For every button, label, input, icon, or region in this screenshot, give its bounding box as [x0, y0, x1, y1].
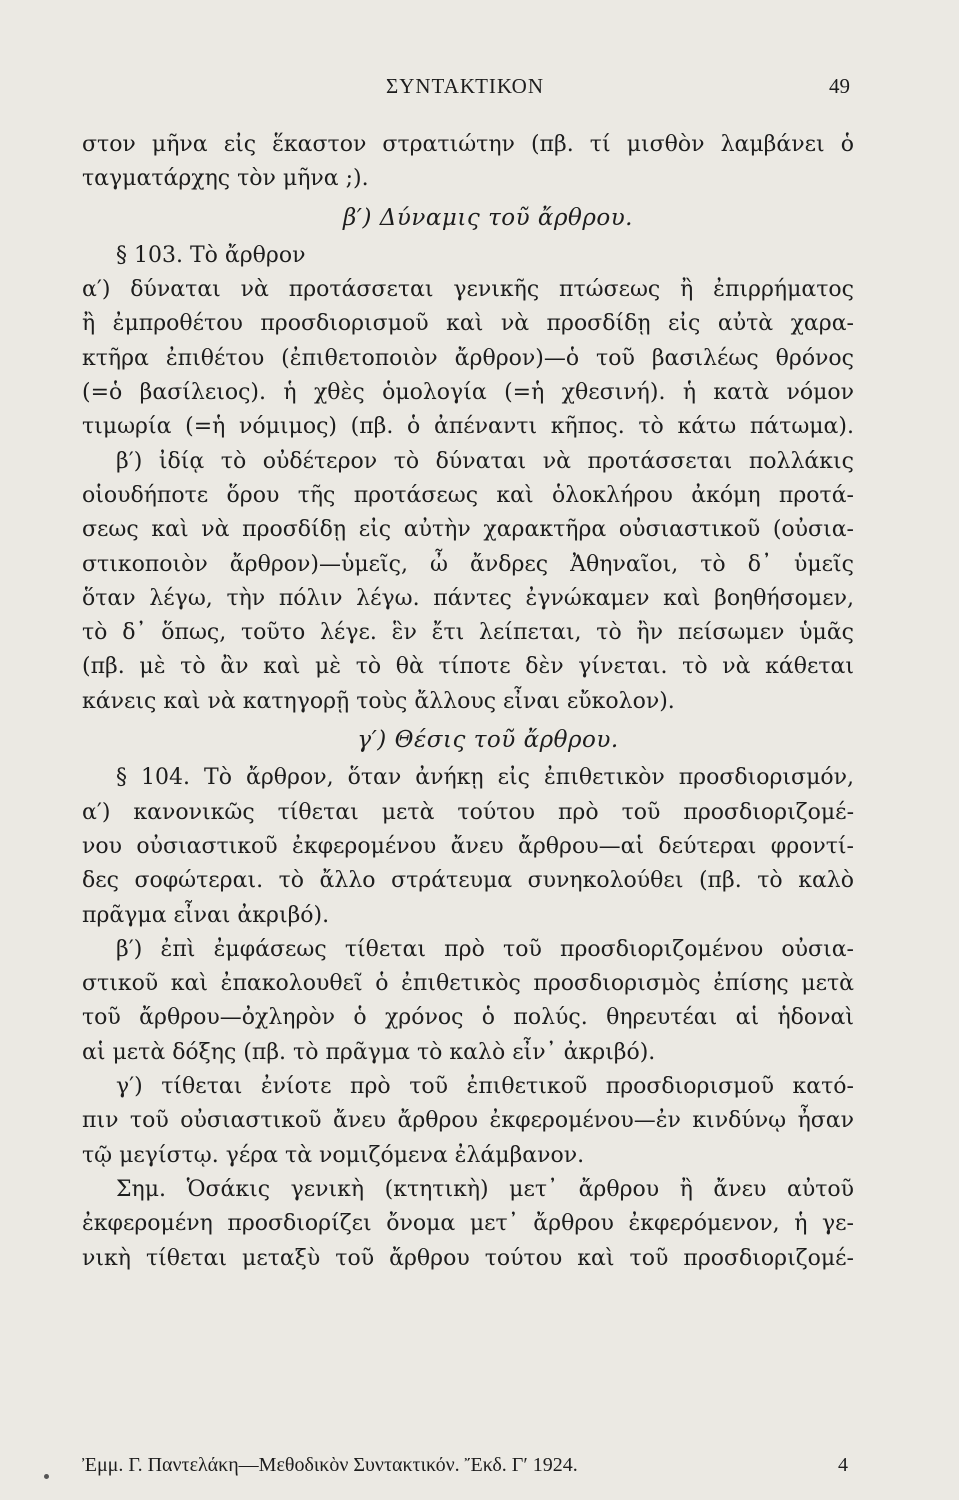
- text-line: τιμωρία (=ἡ νόμιμος) (πβ. ὁ ἀπέναντι κῆπος. τὸ κάτω πάτωμα).: [82, 414, 854, 440]
- text-line: β′) ἰδίᾳ τὸ οὐδέτερον τὸ δύναται νὰ προτάσσεται πολλάκις: [116, 448, 854, 474]
- text-line: αἱ μετὰ δόξης (πβ. τὸ πρᾶγμα τὸ καλὸ εἶν᾽ ἀκριβό).: [82, 1039, 656, 1065]
- note-line: ἐκφερομένη προσδιορίζει ὄνομα μετ᾽ ἄρθρου ἐκφερόμενον, ἡ γε-: [82, 1211, 854, 1237]
- section-number-104: § 104. Τὸ ἄρθρον, ὅταν ἀνήκῃ εἰς ἐπιθετικὸν προσδιορισμόν,: [116, 765, 854, 791]
- section-heading-dynamis: β′) Δύναμις τοῦ ἄρθρου.: [343, 204, 633, 231]
- text-line: νου οὐσιαστικοῦ ἐκφερομένου ἄνευ ἄρθρου—αἱ δεύτεραι φροντί-: [82, 833, 854, 859]
- section-number-103: § 103. Τὸ ἄρθρον: [116, 242, 306, 268]
- running-title: ΣΥΝΤΑΚΤΙΚΟΝ: [386, 74, 544, 98]
- text-line: κάνεις καὶ νὰ κατηγορῇ τοὺς ἄλλους εἶναι εὔκολον).: [82, 688, 675, 714]
- page-number: 49: [829, 74, 850, 98]
- text-line: τῷ μεγίστῳ. γέρα τὰ νομιζόμενα ἐλάμβανον.: [82, 1142, 585, 1168]
- text-line: στικοῦ καὶ ἐπακολουθεῖ ὁ ἐπιθετικὸς προσδιορισμὸς ἐπίσης μετὰ: [82, 971, 854, 997]
- text-line: σεως καὶ νὰ προσδίδῃ εἰς αὐτὴν χαρακτῆρα οὐσιαστικοῦ (οὐσια-: [82, 517, 854, 543]
- body-text: [82, 128, 854, 1276]
- running-head: [80, 74, 850, 108]
- text-line: ταγματάρχης τὸν μῆνα ;).: [82, 166, 369, 192]
- text-line: ἢ ἐμπροθέτου προσδιορισμοῦ καὶ νὰ προσδίδῃ εἰς αὐτὰ χαρα-: [82, 311, 854, 337]
- text-line: α′) κανονικῶς τίθεται μετὰ τούτου πρὸ τοῦ προσδιοριζομέ-: [82, 799, 854, 825]
- text-line: οἱουδήποτε ὅρου τῆς προτάσεως καὶ ὁλοκλήρου ἀκόμη προτά-: [82, 482, 854, 508]
- ink-dot: [44, 1474, 49, 1479]
- text-line: στικοποιὸν ἄρθρον)—ὑμεῖς, ὦ ἄνδρες Ἀθηναῖοι, τὸ δ᾽ ὑμεῖς: [82, 551, 854, 577]
- signature-mark: 4: [838, 1454, 848, 1476]
- text-line: γ′) τίθεται ἐνίοτε πρὸ τοῦ ἐπιθετικοῦ προσδιορισμοῦ κατό-: [116, 1074, 854, 1100]
- note-line: Σημ. Ὁσάκις γενικὴ (κτητικὴ) μετ᾽ ἄρθρου ἢ ἄνευ αὐτοῦ: [116, 1176, 854, 1202]
- text-line: στον μῆνα εἰς ἕκαστον στρατιώτην (πβ. τί μισθὸν λαμβάνει ὁ: [82, 132, 854, 157]
- text-line: τὸ δ᾽ ὅπως, τοῦτο λέγε. ἓν ἔτι λείπεται, τὸ ἢν πείσωμεν ὑμᾶς: [82, 620, 854, 646]
- text-line: πρᾶγμα εἶναι ἀκριβό).: [82, 902, 330, 928]
- footer-imprint: Ἐμμ. Γ. Παντελάκη—Μεθοδικὸν Συντακτικόν. Ἔκδ. Γ′ 1924.: [82, 1454, 578, 1476]
- text-line: τοῦ ἄρθρου—ὀχληρὸν ὁ χρόνος ὁ πολύς. θηρευτέαι αἱ ἡδοναὶ: [82, 1005, 854, 1031]
- text-line: (=ὁ βασίλειος). ἡ χθὲς ὁμολογία (=ἡ χθεσινή). ἡ κατὰ νόμον: [82, 380, 854, 406]
- note-line: νικὴ τίθεται μεταξὺ τοῦ ἄρθρου τούτου καὶ τοῦ προσδιοριζομέ-: [82, 1245, 854, 1271]
- text-line: ὅταν λέγω, τὴν πόλιν λέγω. πάντες ἐγνώκαμεν καὶ βοηθήσομεν,: [82, 585, 854, 611]
- page-footer: [82, 1454, 854, 1477]
- text-line: πιν τοῦ οὐσιαστικοῦ ἄνευ ἄρθρου ἐκφερομένου—ἐν κινδύνῳ ἦσαν: [82, 1108, 854, 1134]
- text-line: (πβ. μὲ τὸ ἂν καὶ μὲ τὸ θὰ τίποτε δὲν γίνεται. τὸ νὰ κάθεται: [82, 654, 854, 680]
- section-heading-thesis: γ′) Θέσις τοῦ ἄρθρου.: [357, 727, 619, 754]
- text-line: α′) δύναται νὰ προτάσσεται γενικῆς πτώσεως ἢ ἐπιρρήματος: [82, 277, 854, 303]
- text-line: β′) ἐπὶ ἐμφάσεως τίθεται πρὸ τοῦ προσδιοριζομένου οὐσια-: [116, 936, 854, 962]
- text-line: κτῆρα ἐπιθέτου (ἐπιθετοποιὸν ἄρθρον)—ὁ τοῦ βασιλέως θρόνος: [82, 345, 854, 371]
- text-line: δες σοφώτεραι. τὸ ἄλλο στράτευμα συνηκολούθει (πβ. τὸ καλὸ: [82, 868, 854, 894]
